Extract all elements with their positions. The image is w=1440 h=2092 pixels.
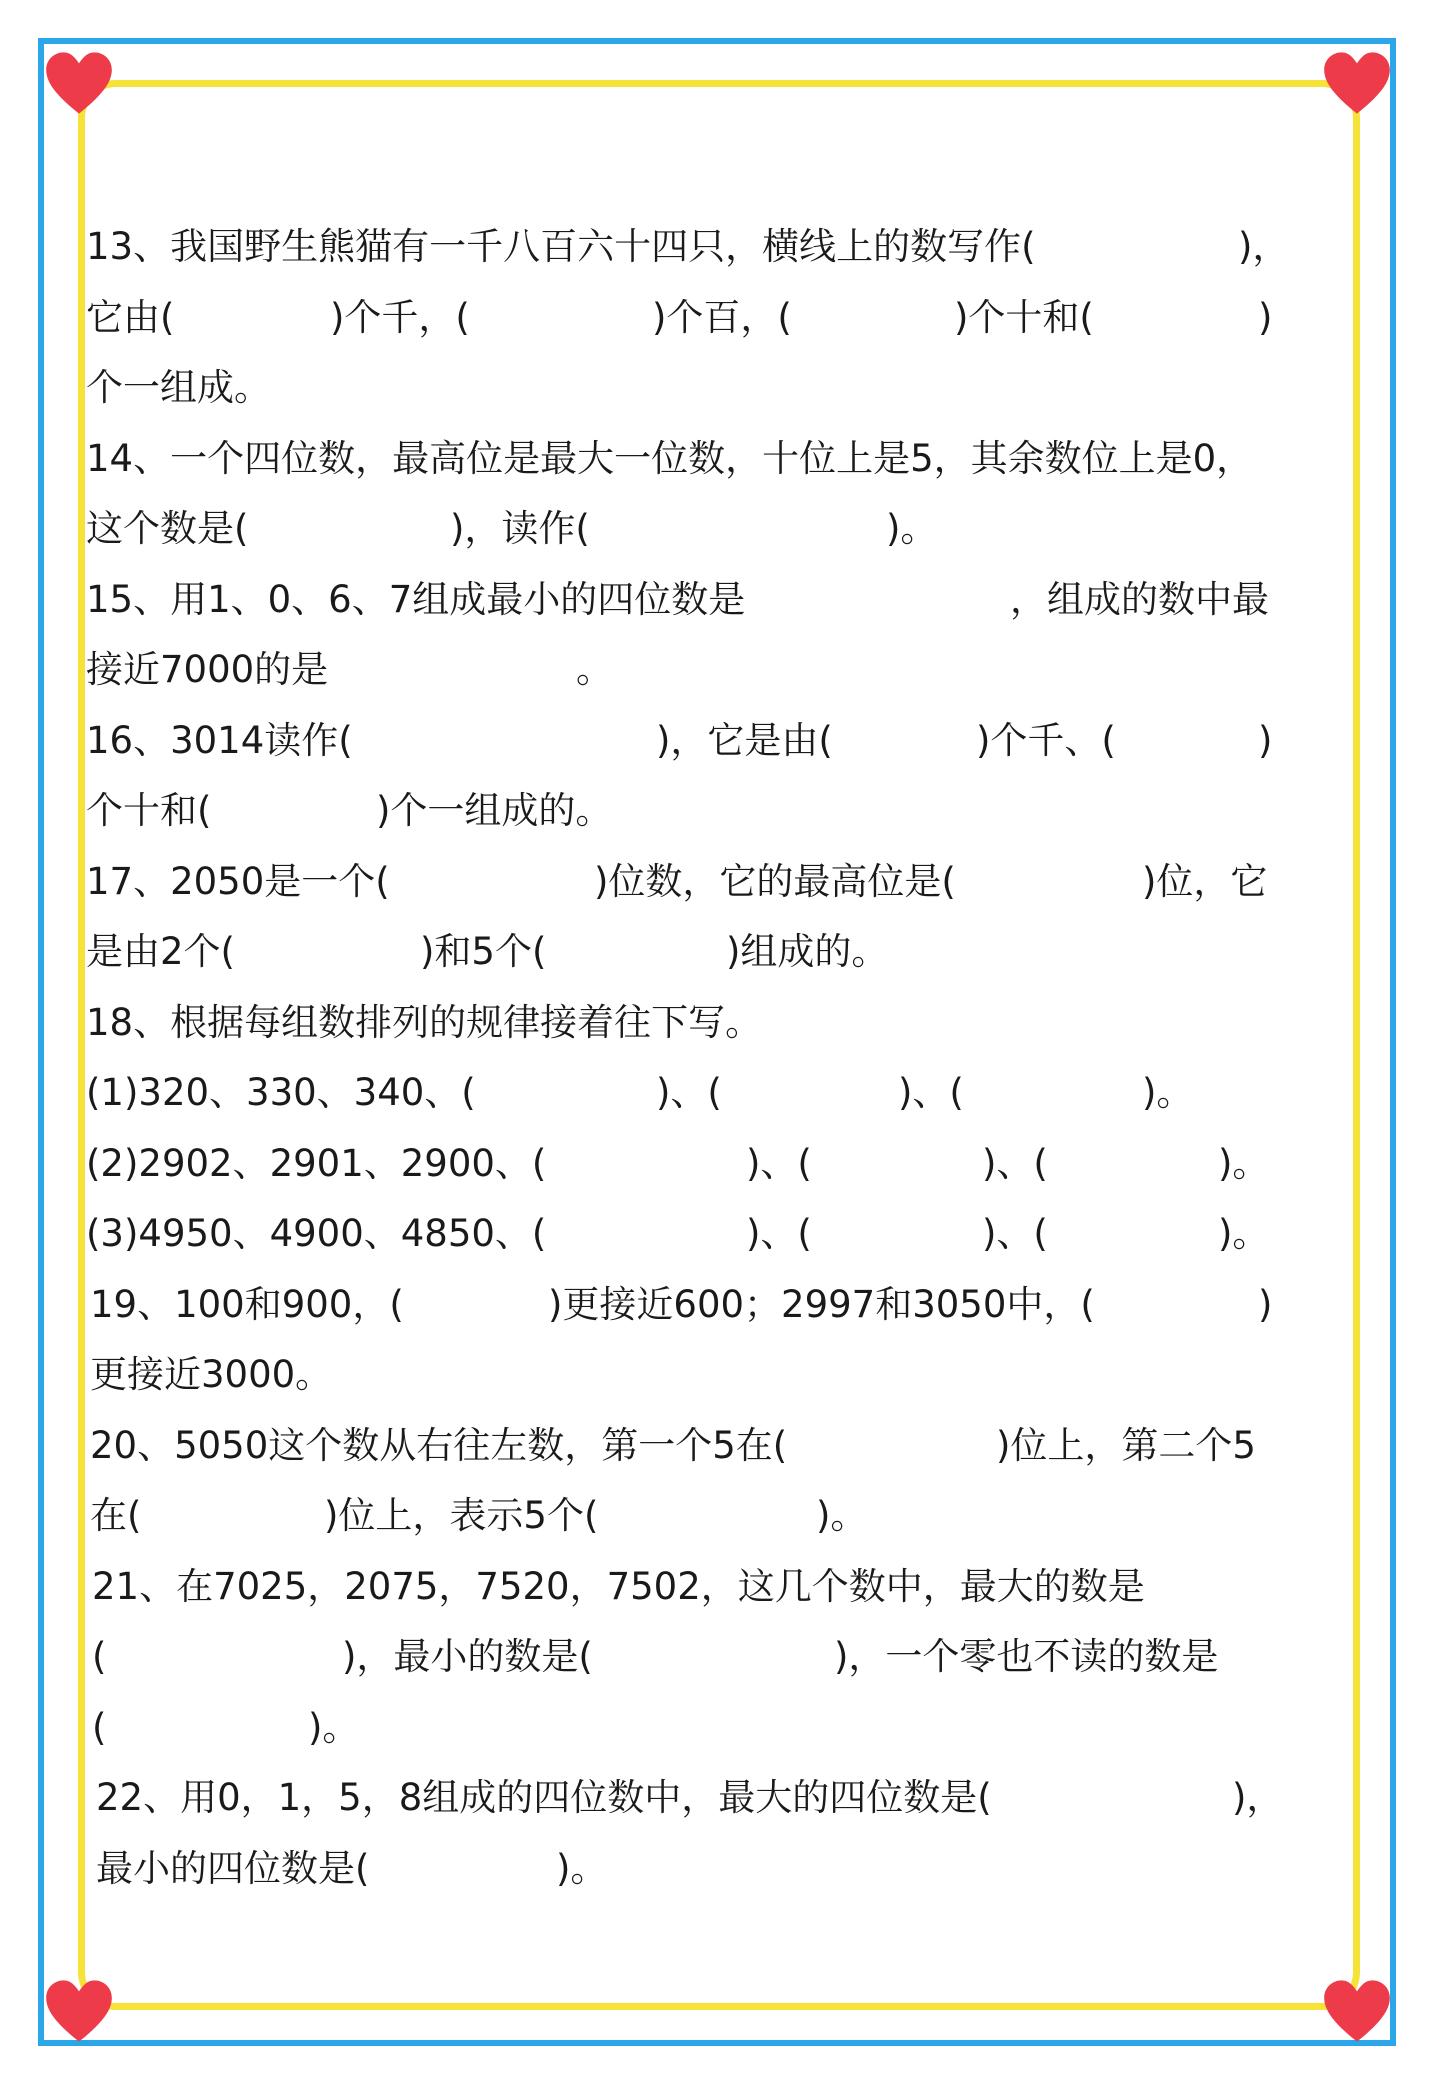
- question-18-line-1: 18、根据每组数排列的规律接着往下写。: [86, 1000, 763, 1044]
- heart-icon: [1322, 48, 1392, 118]
- question-19-line-2: 更接近3000。: [90, 1353, 333, 1396]
- question-18-row-2: (2)2902、2901、2900、( )、( )、( )。: [86, 1141, 1270, 1185]
- question-22-line-1: 22、用0，1，5，8组成的四位数中，最大的四位数是( )，: [96, 1776, 1284, 1819]
- question-13-line-2: 它由( )个千，( )个百，( )个十和( ): [86, 295, 1273, 339]
- question-13-line-1: 13、我国野生熊猫有一千八百六十四只，横线上的数写作( )，: [86, 225, 1290, 268]
- question-21-line-1: 21、在7025，2075，7520，7502，这几个数中，最大的数是: [92, 1564, 1145, 1608]
- question-19-line-1: 19、100和900，( )更接近600；2997和3050中，( ): [90, 1282, 1273, 1326]
- question-18-row-1: (1)320、330、340、( )、( )、( )。: [86, 1071, 1194, 1114]
- question-15-line-2: 接近7000的是 。: [86, 648, 613, 691]
- heart-icon: [44, 48, 114, 118]
- heart-icon: [1322, 1976, 1392, 2046]
- question-13-line-3: 个一组成。: [86, 366, 271, 409]
- question-14-line-1: 14、一个四位数，最高位是最大一位数，十位上是5，其余数位上是0，: [86, 436, 1254, 480]
- question-15-line-1: 15、用1、0、6、7组成最小的四位数是 ，组成的数中最: [86, 577, 1269, 621]
- question-21-line-3: ( )。: [92, 1705, 360, 1749]
- worksheet: [86, 212, 1290, 1904]
- question-16-line-2: 个十和( )个一组成的。: [86, 789, 613, 832]
- question-17-line-1: 17、2050是一个( )位数，它的最高位是( )位，它: [86, 859, 1268, 903]
- question-14-line-2: 这个数是( )，读作( )。: [86, 507, 938, 550]
- question-17-line-2: 是由2个( )和5个( )组成的。: [86, 930, 889, 973]
- heart-icon: [44, 1976, 114, 2046]
- question-20-line-1: 20、5050这个数从右往左数，第一个5在( )位上，第二个5: [90, 1423, 1256, 1467]
- question-21-line-2: ( )，最小的数是( )，一个零也不读的数是: [92, 1635, 1219, 1678]
- question-20-line-2: 在( )位上，表示5个( )。: [90, 1494, 868, 1537]
- question-16-line-1: 16、3014读作( )，它是由( )个千、( ): [86, 718, 1273, 762]
- question-18-row-3: (3)4950、4900、4850、( )、( )、( )。: [86, 1212, 1270, 1255]
- question-22-line-2: 最小的四位数是( )。: [96, 1846, 608, 1890]
